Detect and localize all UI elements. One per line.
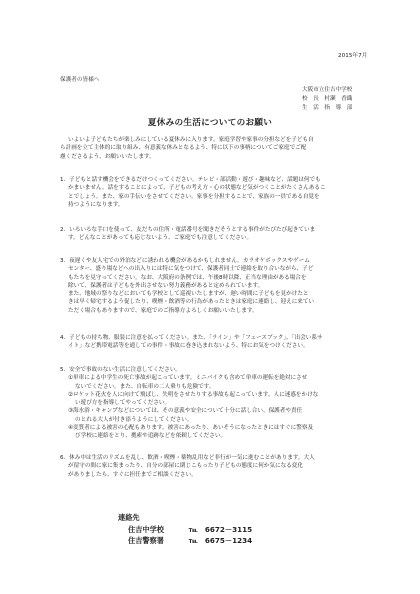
item-line: す。どんなことがあっても応じないよう、ご家庭でも注意してください。 — [68, 235, 253, 242]
item-line: 持つようになります。 — [68, 201, 124, 208]
intro-paragraph — [60, 136, 314, 161]
item-1 — [60, 176, 326, 209]
contact-tel: ℡ 6675－1234 — [188, 536, 253, 546]
item-line: ④変質者による被害の心配もあります。被害にあったり、あいそうになったときにはすぐに警察及 — [68, 425, 314, 432]
intro-line: いよいよ子どもたちが楽しみにしている夏休みに入ります。家庭学習や家事の分担などを子ども自 — [68, 137, 314, 143]
document-date: 2015年7月 — [338, 53, 368, 59]
item-line: のとれる大人が付き添うようにしてください。 — [75, 416, 193, 423]
item-line: きは早く帰宅するよう促したり、喫煙・飲酒等の行為があったときは家庭に連絡し、迎えに来てい — [68, 299, 315, 306]
principal-line: 校 長 村瀬 香織 — [302, 96, 353, 103]
intro-line: ら計画を立て主体的に取り組み、有意義な休みとなるよう、特に以下の事柄についてご家庭でご配 — [60, 145, 307, 152]
item-line: ただく場合もありますので、家庭でのご指導方よろしくお願いいたします。 — [68, 307, 258, 314]
contact-row — [118, 535, 252, 547]
item-line: かまいません。話をすることによって、子どもの考え方・心の状態など気がつくことがたくさんあるこ — [68, 185, 326, 192]
item-line: 1．子どもと話す機会をできるだけつくってください。テレビ・部活動・遊び・趣味など、話題は何でも — [60, 177, 321, 183]
school-name: 大阪市立住吉中学校 — [302, 87, 353, 93]
intro-line: 慮くださるよう、お願いいたします。 — [60, 153, 155, 160]
item-line: とでしょう。また、家の手伝いをさせてください。家事を分担することで、家族の一員である自覚を — [68, 193, 320, 200]
item-2 — [60, 226, 315, 243]
item-line: ないでください。また、自転車の二人乗りも危険です。 — [75, 383, 215, 390]
item-line: がありましたら、すぐに担任までご相談ください。 — [68, 471, 197, 478]
item-line: また、地域の祭りなどにおいても学校として巡視いたしますが、遅い時間に子どもを見かけたと — [68, 291, 309, 298]
item-line: ②ロケット花火を人に向けて飛ばし、失明をさせたりする事故も起こっています。人に迷惑をかけな — [68, 391, 319, 398]
recipient-line: 保護者の皆様へ — [60, 77, 100, 83]
page-title: 夏休みの生活についてのお願い — [147, 118, 273, 128]
item-line: 3．夜遅くや友人宅での外泊などに誘われる機会があるかもしれません。カラオケボックスやゲーム — [60, 258, 310, 264]
contact-row — [118, 524, 252, 536]
item-line: 5．安全で事故のない生活に注意してください。 — [60, 367, 182, 373]
contact-label: 連絡先 — [118, 513, 140, 522]
item-line: 4．子どもの持ち物、服装に注意を払ってください。また、「ライン」や「フェースブック」、「出会い系サ — [60, 335, 323, 341]
item-line: ①単車による中学生の死亡事故が起こっています。ミニバイクも含めて単車の運転を絶対にさせ — [68, 375, 308, 382]
item-line: 6．休み中は生活のリズムを乱し、飲酒・喫煙・薬物乱用など非行が一気に進むことがあります。大人 — [60, 455, 315, 461]
item-line: ③海水浴・キャンプなどについては、その意義や安全について十分に話し合い、保護者や責任 — [68, 408, 303, 415]
contact-block — [118, 512, 252, 547]
contact-tel: ℡ 6672－3115 — [188, 524, 253, 534]
item-6 — [60, 454, 315, 479]
item-line: センター、盛り場などへの出入りには特に気をつけて、保護者同士で連絡を取り合いながら、子ど — [68, 266, 314, 273]
item-line: い遊び方を指導してやってください。 — [75, 400, 171, 407]
contact-name: 住吉中学校 — [128, 524, 164, 534]
item-line: イト」など携帯電話等を通しての事件・事故に巻き込まれないよう、特にお気をつけください。 — [68, 343, 309, 350]
item-line: が留守の間に家に集まったり、自分の部屋に閉じこもったり子どもの態度に何か気になる変化 — [68, 463, 303, 470]
item-line: もたちを見守ってください。なお、大阪府の条例では、午後8時以降、正当な理由がある場合を — [68, 274, 307, 281]
item-4 — [60, 334, 323, 351]
item-line: 2．いろいろな手口を使って、友だちの住所・電話番号を聞きだそうとする事件がたびたび起きていま — [60, 227, 316, 233]
item-line: び学校に連絡をとり、拠索や追跡などを依頼してください。 — [75, 433, 227, 440]
guidance-dept: 生 活 指 導 部 — [302, 105, 353, 112]
item-3 — [60, 257, 314, 315]
sender-block — [302, 86, 352, 114]
item-5 — [60, 366, 318, 441]
item-line: 除いて、保護者は子どもを外出させない努力義務があると定められています。 — [68, 282, 264, 289]
contact-name: 住吉警察署 — [128, 536, 164, 546]
